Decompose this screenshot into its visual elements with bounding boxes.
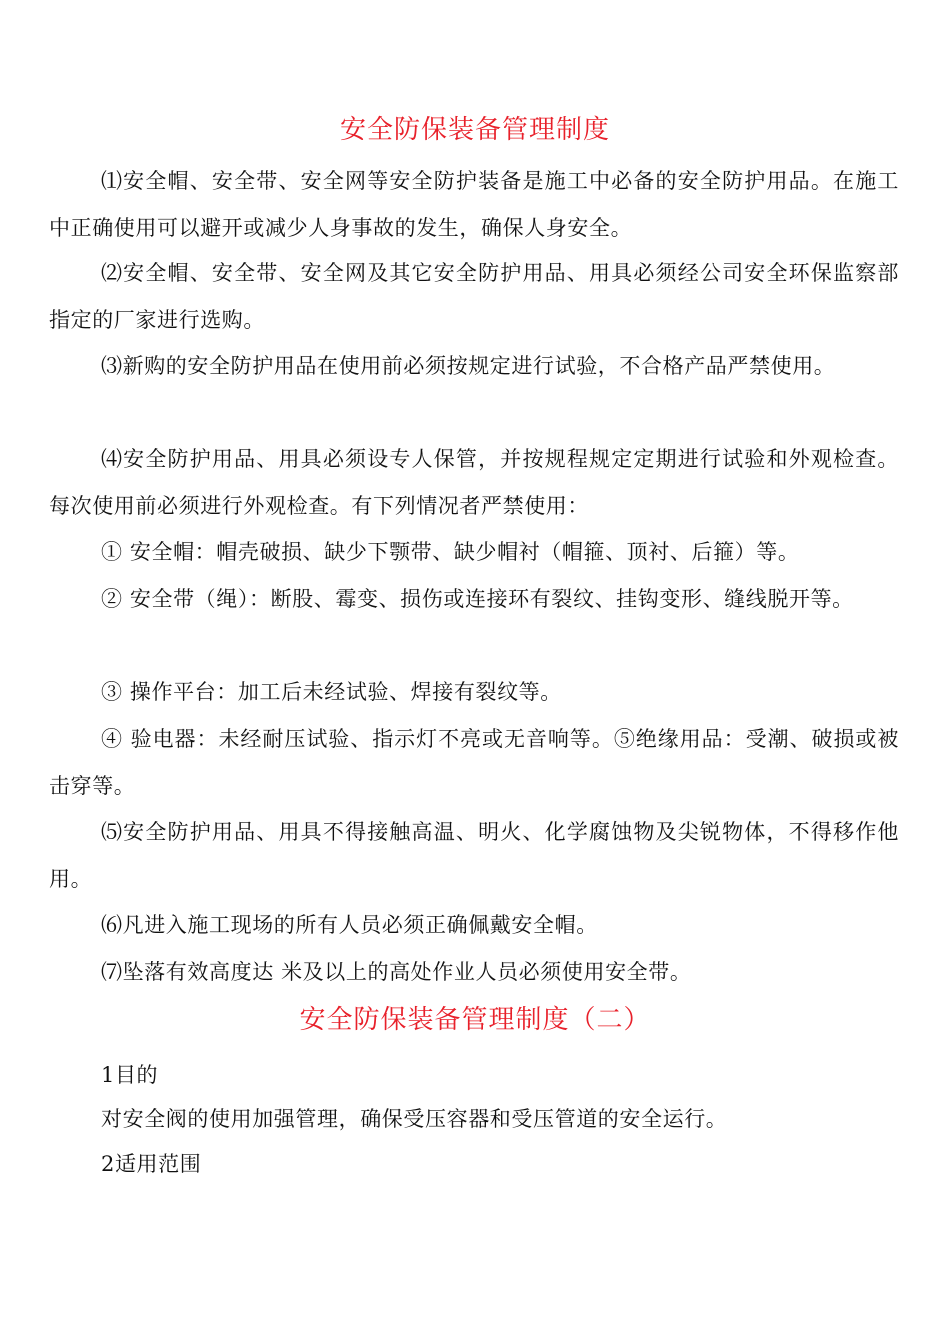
purpose-text: 对安全阀的使用加强管理，确保受压容器和受压管道的安全运行。 — [101, 1107, 728, 1131]
list-item-electroscope: ④ 验电器：未经耐压试验、指示灯不亮或无音响等。⑤绝缘用品：受潮、破损或被击穿等。 — [49, 727, 899, 798]
section-heading-purpose: 1目的 — [101, 1063, 159, 1087]
section-title-2: 安全防保装备管理制度（二） — [299, 1005, 651, 1035]
paragraph-3: ⑶新购的安全防护用品在使用前必须按规定进行试验，不合格产品严禁使用。 — [101, 354, 836, 378]
list-item-safety-belt: ② 安全带（绳）：断股、霉变、损伤或连接环有裂纹、挂钩变形、缝线脱开等。 — [101, 587, 854, 611]
paragraph-2: ⑵安全帽、安全带、安全网及其它安全防护用品、用具必须经公司安全环保监察部指定的厂家进行选购。 — [49, 261, 899, 332]
paragraph-1: ⑴安全帽、安全带、安全网等安全防护装备是施工中必备的安全防护用品。在施工中正确使用可以避开或减少人身事故的发生，确保人身安全。 — [49, 169, 899, 240]
paragraph-5: ⑸安全防护用品、用具不得接触高温、明火、化学腐蚀物及尖锐物体，不得移作他用。 — [49, 820, 899, 891]
list-item-safety-helmet: ① 安全帽：帽壳破损、缺少下颚带、缺少帽衬（帽箍、顶衬、后箍）等。 — [101, 540, 800, 564]
section-heading-scope: 2适用范围 — [101, 1152, 202, 1176]
list-item-work-platform: ③ 操作平台：加工后未经试验、焊接有裂纹等。 — [101, 680, 562, 704]
paragraph-7: ⑺坠落有效高度达 米及以上的高处作业人员必须使用安全带。 — [101, 960, 692, 984]
document-title: 安全防保装备管理制度 — [339, 115, 610, 145]
paragraph-4: ⑷安全防护用品、用具必须设专人保管，并按规程规定定期进行试验和外观检查。每次使用前必须进行外观检查。有下列情况者严禁使用： — [49, 447, 899, 518]
paragraph-6: ⑹凡进入施工现场的所有人员必须正确佩戴安全帽。 — [101, 913, 598, 937]
